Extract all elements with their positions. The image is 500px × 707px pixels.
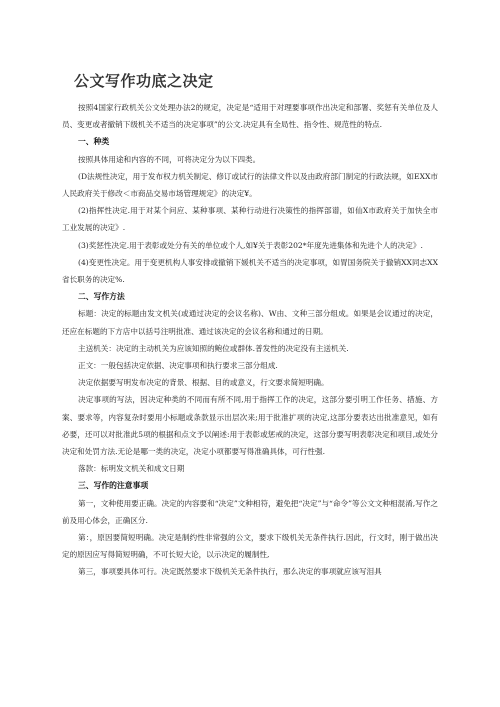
paragraph: (D法规性决定，用于发布权力机关制定、修订或试行的法律文件以及由政府部门制定的行政法规，如EXX市人民政府关于修改＜市商品交易市场管理规定》的决定¥。 bbox=[62, 171, 438, 199]
paragraph: (4)变更性决定。用于变更机构人事安排或撤销下媛机关不适当的决定事项，如胃国务院关于撤销XX同志XX省长职务的决定%. bbox=[62, 257, 438, 285]
paragraph: 落款：标明发文机关和成文日期 bbox=[78, 464, 185, 474]
paragraph: (3)奖惩性决定.用于表彰或处分有关的单位或个人,如¥关于表彰202*年度先进集体和先进个人的决定》. bbox=[78, 240, 423, 250]
paragraph: 第三，事项要具体可行。决定既然要求下级机关无条件执行，那么决定的事项就应该写泪具 bbox=[78, 567, 382, 577]
paragraph: 第：，原因要简短明确。决定是制约性非常强的公文，要求下级机关无条件执行.因此，行文时，刚于做出决定的原因应写得简短明确，不可长短大论，以示决定的履制性, bbox=[62, 533, 438, 560]
paragraph: 主送机关：决定的主动机关为应该知照的鲍位或群体.普发性的决定没有主送机关. bbox=[78, 343, 349, 353]
paragraph: 标题：决定的标题由发文机关(或通过决定的会议名称)、W由、文种三部分组成。如果是会议通过的决定，还应在标题的下方店中以括号注明批准、通过该决定的会议名称和通过的日期。 bbox=[62, 309, 438, 336]
paragraph: (2)指挥性决定.用于对某个问应、某种事项、某种行动进行决策性的指挥部谱，如仙X市政府关于加快全市工业发展的决定》. bbox=[62, 206, 438, 233]
paragraph: 决定依据要写明发布决定的背景、根据、目的或意义，行文要求简短明确。 bbox=[78, 378, 329, 388]
paragraph: 正文：一般包括决定依据、决定事项和执行要求三部分组成. bbox=[78, 361, 278, 371]
section-heading: 二、写作方法 bbox=[78, 292, 125, 302]
section-heading: 一、种类 bbox=[78, 137, 110, 147]
document-title: 公文写作功底之决定 bbox=[74, 72, 214, 90]
document-body bbox=[62, 99, 438, 581]
paragraph: 按照具体用途和内容的不同，可将决定分为以下四类。 bbox=[78, 154, 261, 164]
paragraph: 决定事项的写法，因决定种类的不同而有所不同,用于指挥工作的决定，这部分要引明工作任务、措施、方案、要求等，内容复杂时要用小标题或条款显示出层次来;用于批准扩项的决定,这部分要表达出批准意见，如有必要，还可以对批准此5项的根据和点文予以阐述:用于表彰或惩戒的决定，这部分要写明表彰决定和项目,或处分决定和处罚方法.无论是哪一类的决定，决定小项都要写得准确具体，可行性强. bbox=[62, 395, 438, 457]
section-heading: 三、写作的注意事项 bbox=[78, 481, 149, 491]
paragraph: 第一，文种使用要正确。决定的内容要和“决定”文种相符，避免把“决定”与“命令”等公文文种相混淆,写作之前及用心体会，正确区分. bbox=[62, 498, 438, 525]
paragraph: 按照4国家行政机关公文处理办法2的规定，决定是“适用于对理要事项作出决定和部署、奖惩有关单位及人员、变更或者撤销下级机关不适当的决定事项”的公文.决定具有全局性、指令性、规范性的特点. bbox=[62, 103, 438, 130]
